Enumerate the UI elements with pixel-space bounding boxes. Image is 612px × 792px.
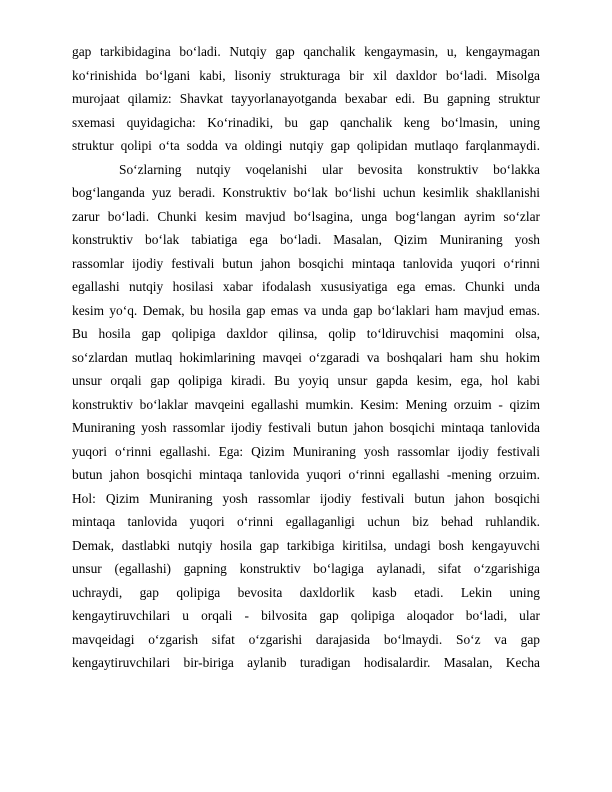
text-line: sxemasi quyidagicha: Ko‘rinadiki, bu gap qanchalik keng bo‘lmasin, uning [72,114,540,130]
paragraph-start-line: So‘zlarning nutqiy voqelanishi ular bevosita konstruktiv bo‘lakka [119,161,540,177]
text-line: Demak, dastlabki nutqiy hosila gap tarkibiga kiritilsa, undagi bosh kengayuvchi [72,537,540,553]
text-line: unsur (egallashi) gapning konstruktiv bo‘lagiga aylanadi, sifat o‘zgarishiga [72,561,540,576]
body-text [72,40,540,675]
text-line: ko‘rinishida bo‘lgani kabi, lisoniy strukturaga bir xil daxldor bo‘ladi. Misolga [72,67,540,83]
text-line: bog‘langanda yuz beradi. Konstruktiv bo‘lak bo‘lishi uchun kesimlik shakllanishi [72,185,540,200]
text-line: Muniraning yosh rassomlar ijodiy festivali butun jahon bosqichi mintaqa tanlovida [72,420,540,435]
text-line: mavqeidagi o‘zgarish sifat o‘zgarishi darajasida bo‘lmaydi. So‘z va gap [72,631,540,647]
text-line: gap tarkibidagina bo‘ladi. Nutqiy gap qanchalik kengaymasin, u, kengaymagan [72,44,540,59]
text-line: kengaytiruvchilari u orqali - bilvosita gap qolipiga aloqador bo‘ladi, ular [72,608,540,623]
text-line: murojaat qilamiz: Shavkat tayyorlanayotganda bexabar edi. Bu gapning struktur [72,91,540,106]
text-line: struktur qolipi o‘ta sodda va oldingi nutqiy gap qolipidan mutlaqo farqlanmaydi. [72,138,540,153]
text-line: rassomlar ijodiy festivali butun jahon bosqichi mintaqa tanlovida yuqori o‘rinni [72,255,540,271]
text-line: uchraydi, gap qolipiga bevosita daxldorlik kasb etadi. Lekin uning [72,584,540,600]
text-line: kesim yo‘q. Demak, bu hosila gap emas va unda gap bo‘laklari ham mavjud emas. [72,302,540,318]
text-line: konstruktiv bo‘lak tabiatiga ega bo‘ladi. Masalan, Qizim Muniraning yosh [72,232,540,247]
text-line: konstruktiv bo‘laklar mavqeini egallashi mumkin. Kesim: Mening orzuim - qizim [72,396,540,412]
text-line: mintaqa tanlovida yuqori o‘rinni egallaganligi uchun biz behad ruhlandik. [72,514,540,529]
text-line: Bu hosila gap qolipiga daxldor qilinsa, qolip to‘ldiruvchisi maqomini olsa, [72,326,540,341]
text-line: egallashi nutqiy hosilasi xabar ifodalash xususiyatiga ega emas. Chunki unda [72,279,540,294]
text-line: zarur bo‘ladi. Chunki kesim mavjud bo‘lsagina, unga bog‘langan ayrim so‘zlar [72,208,540,224]
text-line: Hol: Qizim Muniraning yosh rassomlar ijodiy festivali butun jahon bosqichi [72,490,540,506]
text-line: unsur orqali gap qolipiga kiradi. Bu yoyiq unsur gapda kesim, ega, hol kabi [72,373,540,388]
text-line: kengaytiruvchilari bir-biriga aylanib turadigan hodisalardir. Masalan, Kecha [72,655,540,670]
text-line: so‘zlardan mutlaq hokimlarining mavqei o‘zgaradi va boshqalari ham shu hokim [72,349,540,365]
text-line: butun jahon bosqichi mintaqa tanlovida yuqori o‘rinni egallashi -mening orzuim. [72,467,540,482]
text-line: yuqori o‘rinni egallashi. Ega: Qizim Muniraning yosh rassomlar ijodiy festivali [72,443,540,459]
